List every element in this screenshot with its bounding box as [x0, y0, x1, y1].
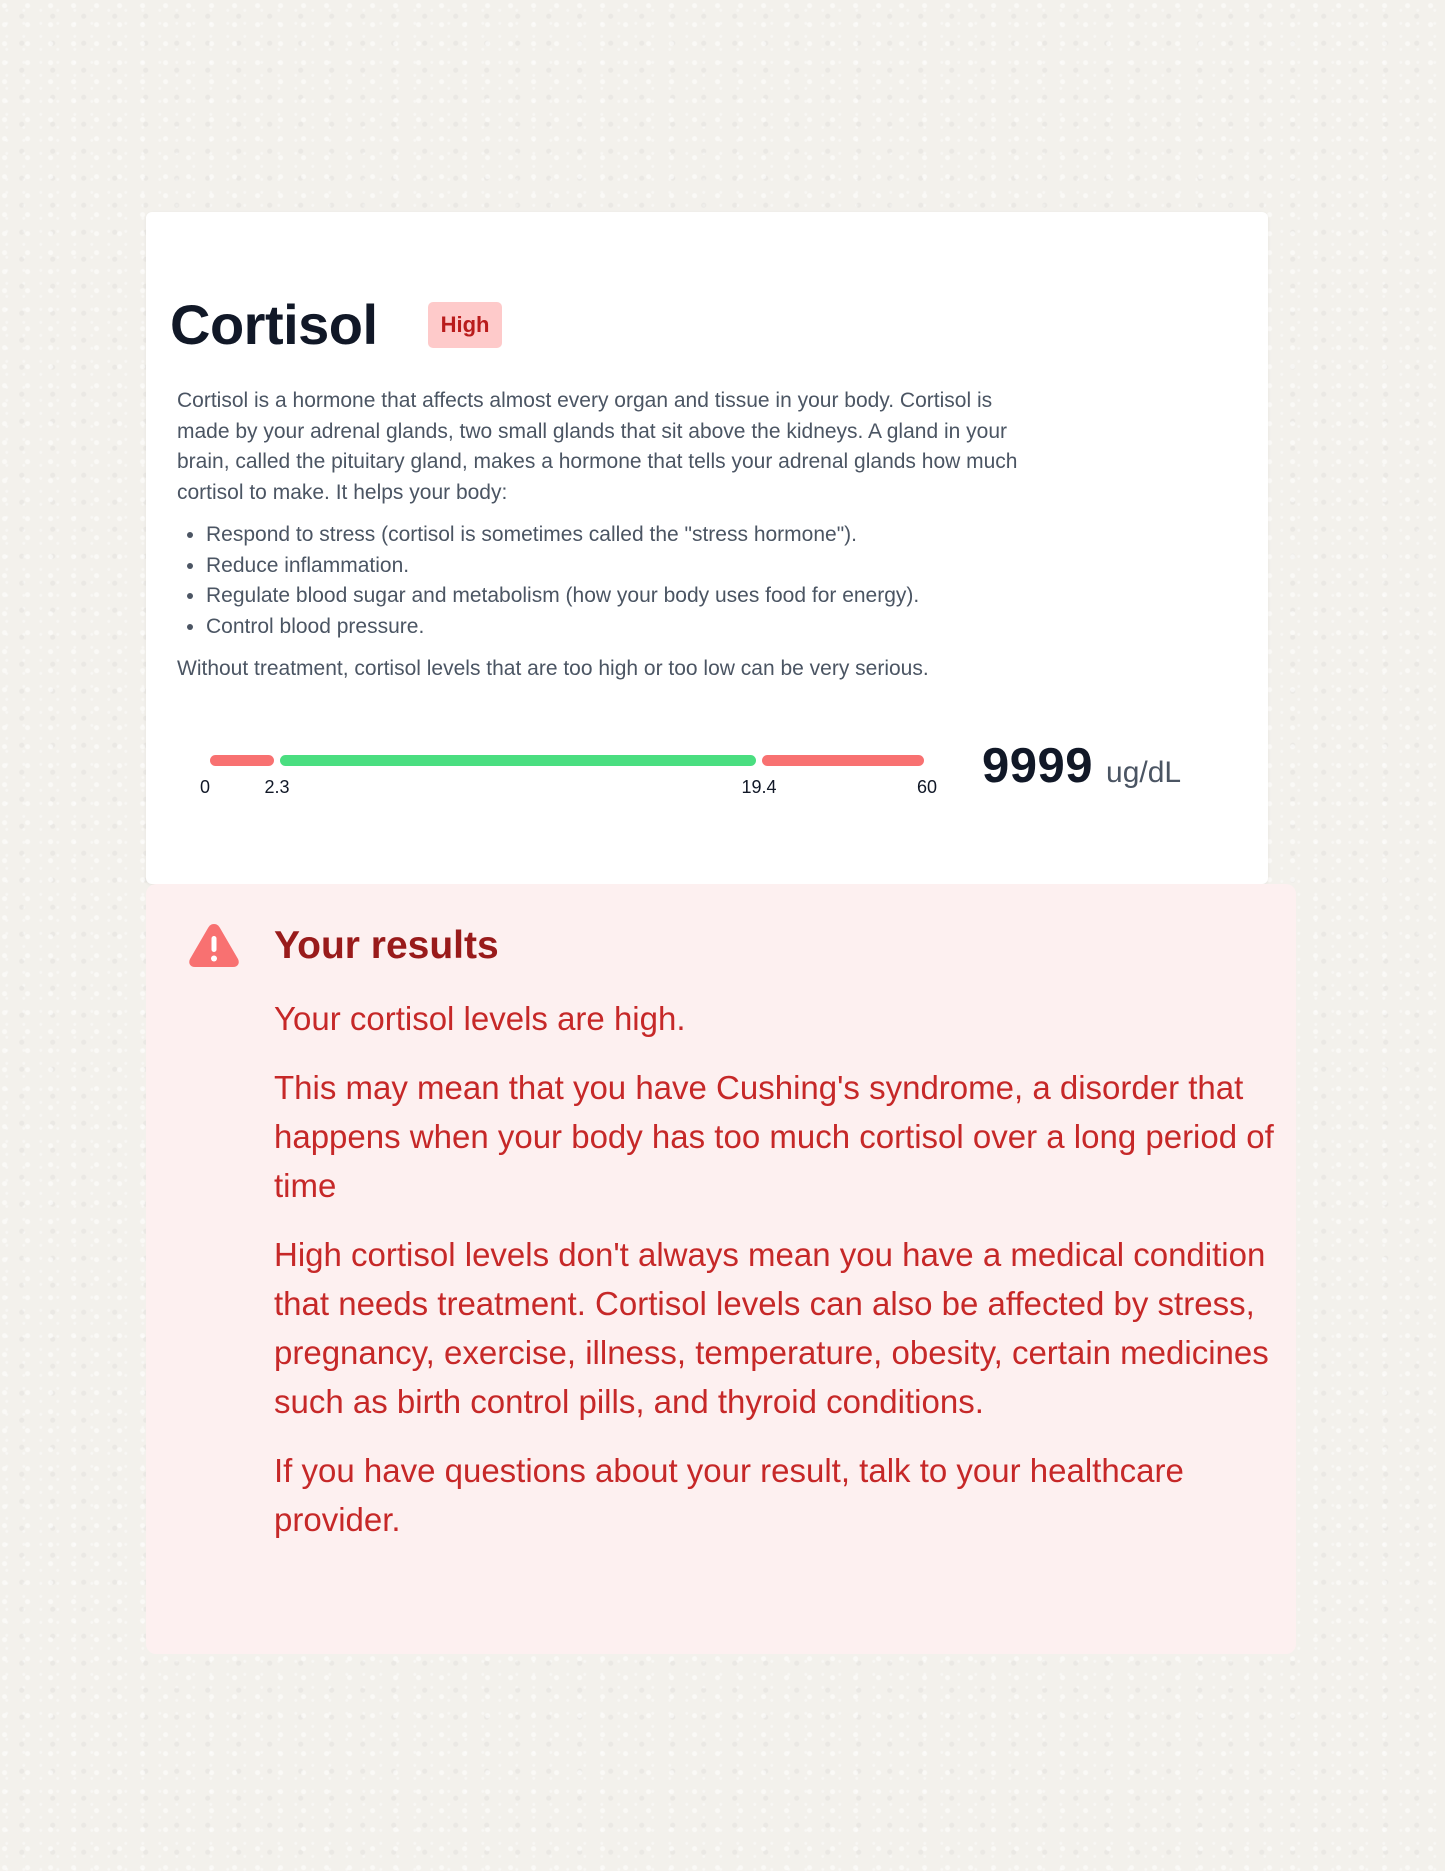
benefits-list — [177, 520, 1047, 642]
gauge-high-segment — [762, 755, 924, 766]
status-badge: High — [428, 302, 503, 348]
gauge-low-segment — [210, 755, 274, 766]
warning-triangle-icon — [187, 921, 241, 969]
gauge-tick-high: 19.4 — [741, 777, 777, 797]
alert-paragraph: High cortisol levels don't always mean you have a medical condition that needs treatment. Cortisol levels can also be affected by stress, pregnancy, exercise, illness, temperature, obesity, certain medicines such as birth control pills, and thyroid conditions. — [274, 1236, 1269, 1420]
list-item: • Control blood pressure. — [206, 612, 1047, 643]
test-result-card — [146, 212, 1268, 884]
gauge-tick-low: 2.3 — [264, 777, 290, 797]
result-value — [982, 738, 1181, 794]
list-item: • Reduce inflammation. — [206, 551, 1047, 582]
gauge-tick-min: 0 — [199, 777, 211, 797]
list-item: • Respond to stress (cortisol is sometimes called the "stress hormone"). — [206, 520, 1047, 551]
result-unit: ug/dL — [1106, 756, 1182, 789]
title-row — [170, 292, 502, 357]
page-title: Cortisol — [170, 293, 378, 356]
alert-title: Your results — [274, 924, 499, 967]
test-description — [177, 386, 1047, 685]
description-outro: Without treatment, cortisol levels that are too high or too low can be very serious. — [177, 657, 929, 680]
list-item: • Regulate blood sugar and metabolism (how your body uses food for energy). — [206, 581, 1047, 612]
range-gauge — [188, 755, 948, 815]
result-number: 9999 — [982, 739, 1094, 793]
alert-body — [274, 924, 1274, 1564]
gauge-tick-max: 60 — [916, 777, 938, 797]
alert-text — [274, 994, 1274, 1544]
description-intro: Cortisol is a hormone that affects almost every organ and tissue in your body. Cortisol is made by your adrenal glands, two small glands that sit above the kidneys. A gland in your brain, called the pituitary gland, makes a hormone that tells your adrenal glands how much cortisol to make. It helps your body: — [177, 389, 1018, 504]
alert-paragraph: If you have questions about your result, talk to your healthcare provider. — [274, 1452, 1184, 1538]
gauge-normal-segment — [280, 755, 756, 766]
alert-paragraph: Your cortisol levels are high. — [274, 1000, 686, 1037]
alert-paragraph: This may mean that you have Cushing's syndrome, a disorder that happens when your body has too much cortisol over a long period of time — [274, 1069, 1274, 1204]
results-alert — [146, 884, 1296, 1654]
